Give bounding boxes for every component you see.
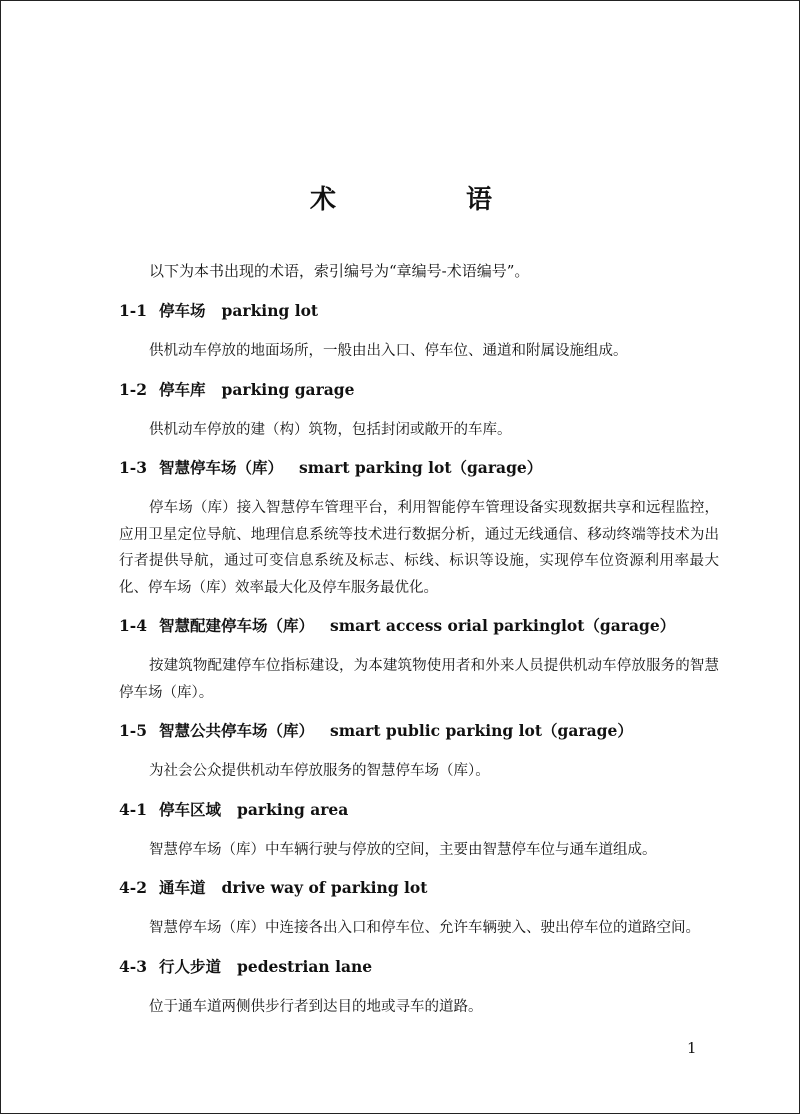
intro-paragraph: 以下为本书出现的术语，索引编号为“章编号-术语编号”。	[149, 262, 530, 280]
term-definition: 供机动车停放的地面场所，一般由出入口、停车位、通道和附属设施组成。	[149, 343, 628, 359]
term-entry	[119, 875, 719, 942]
term-chinese: 智慧停车场（库）	[159, 458, 284, 477]
term-chinese: 行人步道	[159, 956, 222, 976]
term-english: drive way of parking lot	[221, 878, 428, 897]
term-chinese: 停车库	[159, 379, 206, 399]
term-definition: 智慧停车场（库）中车辆行驶与停放的空间，主要由智慧停车位与通车道组成。	[149, 841, 657, 858]
term-number: 4-1	[119, 799, 148, 819]
terms-section	[119, 257, 719, 1032]
term-number: 4-2	[119, 878, 148, 897]
term-heading	[119, 455, 719, 481]
term-english: smart public parking lot（garage）	[330, 721, 633, 740]
term-heading	[119, 797, 719, 823]
term-definition: 为社会公众提供机动车停放服务的智慧停车场（库）。	[149, 763, 490, 779]
page-title: 术 语	[309, 185, 544, 215]
term-english: parking area	[237, 799, 349, 819]
term-heading	[119, 875, 719, 901]
term-entry	[119, 298, 719, 365]
term-heading	[119, 954, 719, 980]
term-heading	[119, 613, 719, 639]
term-english: parking garage	[221, 379, 355, 399]
term-number: 1-1	[119, 301, 148, 320]
term-entry	[119, 718, 719, 785]
term-chinese: 停车区域	[159, 799, 222, 819]
term-heading	[119, 718, 719, 744]
term-english: smart parking lot（garage）	[299, 458, 543, 477]
term-english: smart access orial parkinglot（garage）	[330, 616, 676, 635]
term-entry	[119, 377, 719, 444]
term-entry	[119, 455, 719, 601]
term-number: 1-4	[119, 616, 148, 635]
term-definition: 按建筑物配建停车位指标建设，为本建筑物使用者和外来人员提供机动车停放服务的智慧停车场（库）。	[119, 658, 719, 701]
term-entry	[119, 797, 719, 864]
term-chinese: 停车场	[159, 301, 206, 320]
term-heading	[119, 377, 719, 403]
term-chinese: 通车道	[159, 878, 206, 897]
term-number: 4-3	[119, 956, 148, 976]
term-number: 1-2	[119, 379, 148, 399]
term-definition: 位于通车道两侧供步行者到达目的地或寻车的道路。	[149, 998, 483, 1015]
term-entry	[119, 954, 719, 1021]
term-english: parking lot	[221, 301, 319, 320]
term-english: pedestrian lane	[237, 956, 373, 976]
term-number: 1-3	[119, 458, 148, 477]
term-heading	[119, 298, 719, 324]
term-definition: 停车场（库）接入智慧停车管理平台，利用智能停车管理设备实现数据共享和远程监控，应用卫星定位导航、地理信息系统等技术进行数据分析，通过无线通信、移动终端等技术为出行者提供导航，通过可变信息系统及标志、标线、标识等设施，实现停车位资源利用率最大化、停车场（库）效率最大化及停车服务最优化。	[119, 500, 719, 596]
term-entry	[119, 613, 719, 706]
term-chinese: 智慧配建停车场（库）	[159, 616, 315, 635]
term-definition: 供机动车停放的建（构）筑物，包括封闭或敞开的车库。	[149, 421, 512, 438]
term-definition: 智慧停车场（库）中连接各出入口和停车位、允许车辆驶入、驶出停车位的道路空间。	[149, 920, 700, 936]
page-number: 1	[687, 1039, 697, 1057]
term-number: 1-5	[119, 721, 148, 740]
term-chinese: 智慧公共停车场（库）	[159, 721, 315, 740]
